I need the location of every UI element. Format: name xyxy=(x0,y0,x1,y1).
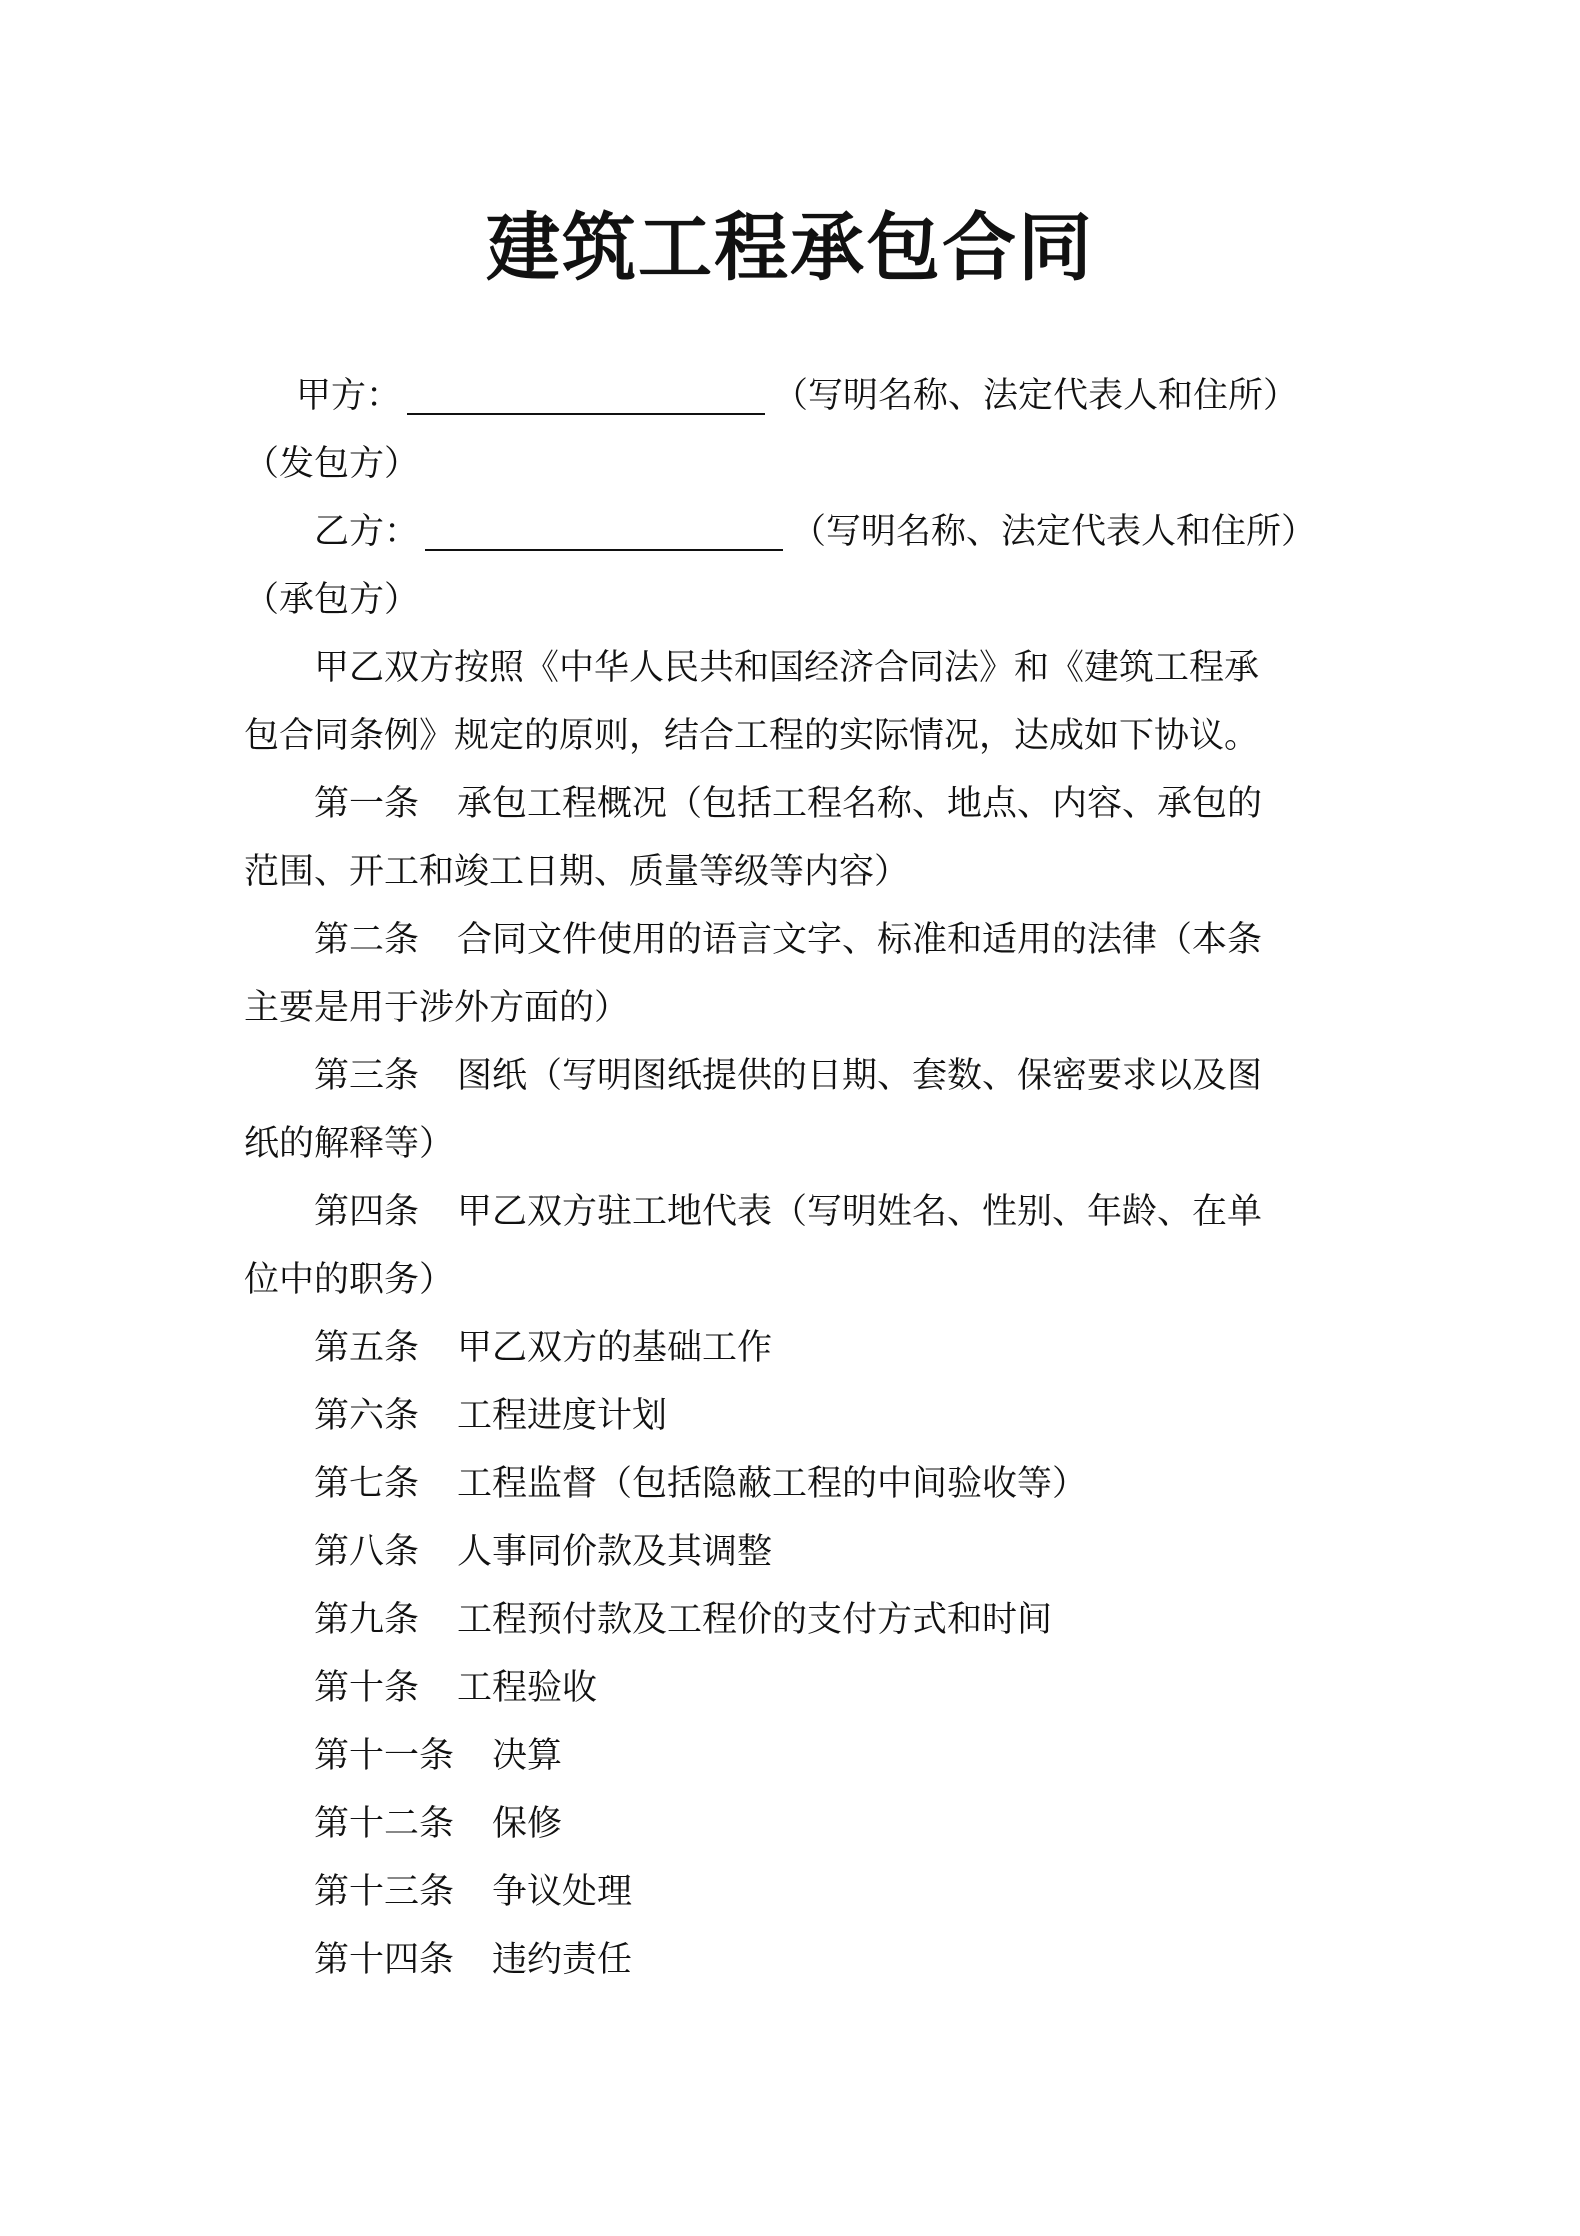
article-10 xyxy=(244,1654,1334,1722)
article-6 xyxy=(244,1382,1334,1450)
article-number: 第四条 xyxy=(314,1192,420,1232)
document-title: 建筑工程承包合同 xyxy=(486,205,1094,291)
article-14 xyxy=(244,1926,1334,1994)
article-number: 第十四条 xyxy=(314,1940,455,1980)
article-11 xyxy=(244,1722,1334,1790)
article-number: 第七条 xyxy=(314,1464,420,1504)
article-number: 第十条 xyxy=(314,1668,420,1708)
article-text: 工程进度计划 xyxy=(457,1396,668,1436)
article-1-continued: 范围、开工和竣工日期、质量等级等内容） xyxy=(244,852,910,892)
article-9 xyxy=(244,1586,1334,1654)
contract-body xyxy=(244,362,1334,1994)
article-number: 第十三条 xyxy=(314,1872,455,1912)
article-text: 工程监督（包括隐蔽工程的中间验收等） xyxy=(457,1464,1088,1504)
article-8 xyxy=(244,1518,1334,1586)
article-text: 工程验收 xyxy=(457,1668,598,1708)
article-number: 第八条 xyxy=(314,1532,420,1572)
article-text: 人事同价款及其调整 xyxy=(457,1532,773,1572)
party-b-label: 乙方： xyxy=(314,512,420,552)
party-a-role-line xyxy=(244,430,1334,498)
article-13 xyxy=(244,1858,1334,1926)
article-text: 图纸（写明图纸提供的日期、套数、保密要求以及图 xyxy=(457,1056,1263,1096)
party-b-note: （写明名称、法定代表人和住所） xyxy=(791,512,1317,552)
party-b-blank xyxy=(425,509,783,551)
article-2 xyxy=(244,906,1334,974)
article-number: 第九条 xyxy=(314,1600,420,1640)
article-12 xyxy=(244,1790,1334,1858)
article-3-continued: 纸的解释等） xyxy=(244,1124,455,1164)
article-text: 工程预付款及工程价的支付方式和时间 xyxy=(457,1600,1053,1640)
article-number: 第三条 xyxy=(314,1056,420,1096)
article-number: 第一条 xyxy=(314,784,420,824)
article-4-continued: 位中的职务） xyxy=(244,1260,455,1300)
article-text: 保修 xyxy=(492,1804,563,1844)
article-text: 违约责任 xyxy=(492,1940,633,1980)
article-text: 甲乙双方的基础工作 xyxy=(457,1328,773,1368)
article-number: 第五条 xyxy=(314,1328,420,1368)
article-3 xyxy=(244,1042,1334,1110)
article-text: 合同文件使用的语言文字、标准和适用的法律（本条 xyxy=(457,920,1263,960)
party-a-note: （写明名称、法定代表人和住所） xyxy=(773,376,1299,416)
article-text: 承包工程概况（包括工程名称、地点、内容、承包的 xyxy=(457,784,1263,824)
article-text: 争议处理 xyxy=(492,1872,633,1912)
party-a-label: 甲方： xyxy=(296,376,402,416)
party-a-role: （发包方） xyxy=(244,444,420,484)
article-number: 第六条 xyxy=(314,1396,420,1436)
article-number: 第十一条 xyxy=(314,1736,455,1776)
article-text: 决算 xyxy=(492,1736,563,1776)
article-4 xyxy=(244,1178,1334,1246)
article-number: 第二条 xyxy=(314,920,420,960)
party-b-role-line xyxy=(244,566,1334,634)
article-5 xyxy=(244,1314,1334,1382)
party-a-line xyxy=(244,362,1334,430)
preamble-line-1: 甲乙双方按照《中华人民共和国经济合同法》和《建筑工程承 xyxy=(314,648,1260,688)
preamble-line-2: 包合同条例》规定的原则，结合工程的实际情况，达成如下协议。 xyxy=(244,716,1260,756)
article-text: 甲乙双方驻工地代表（写明姓名、性别、年龄、在单 xyxy=(457,1192,1263,1232)
article-1 xyxy=(244,770,1334,838)
article-2-continued: 主要是用于涉外方面的） xyxy=(244,988,630,1028)
party-b-role: （承包方） xyxy=(244,580,420,620)
party-b-line xyxy=(244,498,1334,566)
article-7 xyxy=(244,1450,1334,1518)
article-number: 第十二条 xyxy=(314,1804,455,1844)
party-a-blank xyxy=(407,373,765,415)
